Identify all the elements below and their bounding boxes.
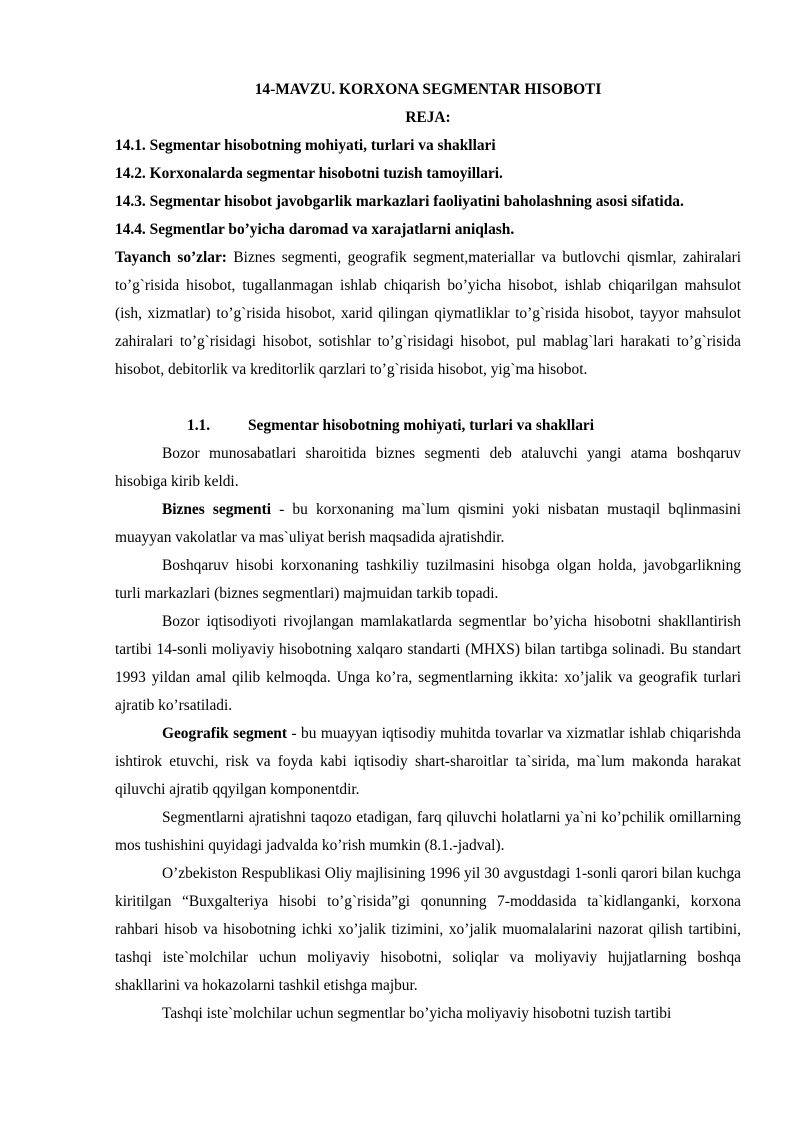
document-title: 14-MAVZU. KORXONA SEGMENTAR HISOBOTI (254, 81, 602, 98)
section-heading (115, 412, 741, 440)
term-geographic-segment: Geografik segment (162, 725, 287, 742)
body-paragraph: Tashqi iste`molchilar uchun segmentlar bo’yicha moliyaviy hisobotni tuzish tartibi (162, 1005, 672, 1022)
keywords-paragraph (115, 244, 741, 384)
plan-item: 14.1. Segmentar hisobotning mohiyati, turlari va shakllari (115, 137, 496, 154)
body-paragraph: Boshqaruv hisobi korxonaning tashkiliy tuzilmasini hisobga olgan holda, javobgarlikning turli markazlari (biznes segmentlari) majmuidan tarkib topadi. (115, 557, 741, 602)
body-paragraph: Segmentlarni ajratishni taqozo etadigan, farq qiluvchi holatlarni ya`ni ko’pchilik omillarning mos tushishini quyidagi jadvalda ko’rish mumkin (8.1.-jadval). (115, 809, 741, 854)
body-paragraph: O’zbekiston Respublikasi Oliy majlisining 1996 yil 30 avgustdagi 1-sonli qarori bilan kuchga kiritilgan “Buxgalteriya hisobi to’g`risida”gi qonunning 7-moddasida ta`kidlanganki, korxona rahbari hisob va hisobotning ichki xo’jalik tizimini, xo’jalik muomalalarini nazorat qilish tartibini, tashqi iste`molchilar uchun moliyaviy hisobotni, soliqlar va moliyaviy hujjatlarning boshqa shakllarini va hokazolarni tashkil etishga majbur. (115, 865, 741, 994)
plan-item: 14.3. Segmentar hisobot javobgarlik markazlari faoliyatini baholashning asosi sifatida. (115, 193, 684, 210)
body-paragraph (115, 720, 741, 804)
plan-heading: REJA: (405, 109, 451, 126)
plan-item: 14.4. Segmentlar bo’yicha daromad va xarajatlarni aniqlash. (115, 221, 515, 238)
term-business-segment: Biznes segmenti (162, 501, 272, 518)
section-number: 1.1. (187, 417, 211, 434)
section-title: Segmentar hisobotning mohiyati, turlari va shakllari (248, 417, 595, 434)
body-paragraph: Bozor iqtisodiyoti rivojlangan mamlakatlarda segmentlar bo’yicha hisobotni shakllantirish tartibi 14-sonli moliyaviy hisobotning xalqaro standarti (MHXS) bilan tartibga solinadi. Bu standart 1993 yildan amal qilib kelmoqda. Unga ko’ra, segmentlarning ikkita: xo’jalik va geografik turlari ajratib ko’rsatiladi. (115, 613, 741, 714)
document-page (115, 76, 741, 1028)
body-paragraph: Bozor munosabatlari sharoitida biznes segmenti deb ataluvchi yangi atama boshqaruv hisobiga kirib keldi. (115, 445, 741, 490)
definition-text: - bu korxonaning ma`lum qismini yoki nisbatan mustaqil bqlinmasini muayyan vakolatlar va mas`uliyat berish maqsadida ajratishdir. (115, 501, 741, 546)
keywords-label: Tayanch so’zlar: (115, 249, 227, 266)
plan-item: 14.2. Korxonalarda segmentar hisobotni tuzish tamoyillari. (115, 165, 503, 182)
keywords-text: Biznes segmenti, geografik segment,materiallar va butlovchi qismlar, zahiralari to’g`risida hisobot, tugallanmagan ishlab chiqarish bo’yicha hisobot, ishlab chiqarilgan mahsulot (ish, xizmatlar) to’g`risida hisobot, xarid qilingan qiymatliklar to’g`risida hisobot, tayyor mahsulot zahiralari to’g`risidagi hisobot, sotishlar to’g`risidagi hisobot, pul mablag`lari harakati to’g`risida hisobot, debitorlik va kreditorlik qarzlari to’g`risida hisobot, yig`ma hisobot. (115, 249, 741, 378)
body-paragraph (115, 496, 741, 552)
definition-text: - bu muayyan iqtisodiy muhitda tovarlar va xizmatlar ishlab chiqarishda ishtirok etuvchi, risk va foyda kabi iqtisodiy shart-sharoitlar ta`sirida, ma`lum makonda harakat qiluvchi ajratib qqyilgan komponentdir. (115, 725, 742, 798)
plan-list (115, 132, 741, 244)
